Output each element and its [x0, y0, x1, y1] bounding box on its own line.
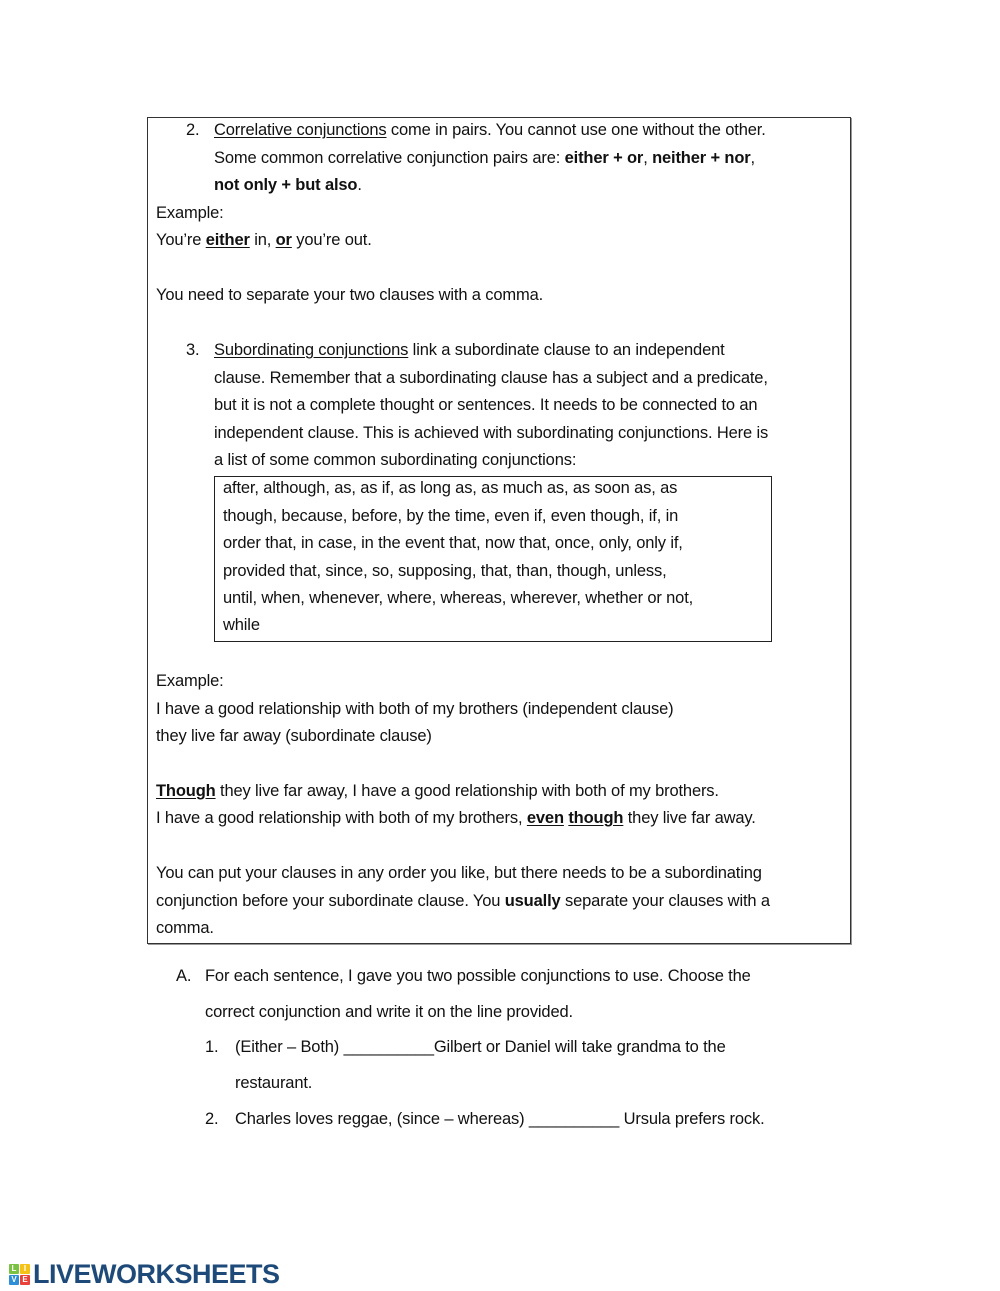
exercise-item-1-cont: restaurant.	[235, 1074, 313, 1092]
section3-line3: but it is not a complete thought or sentences. It needs to be connected to an	[214, 396, 758, 414]
liveworksheets-logo[interactable]	[9, 1261, 280, 1287]
exercise-item-1: (Either – Both) __________Gilbert or Daniel will take grandma to the	[235, 1038, 726, 1056]
section3-line1: Subordinating conjunctions link a subordinate clause to an independent	[214, 341, 725, 359]
section3-example-label: Example:	[156, 672, 224, 690]
section3-combo2: I have a good relationship with both of my brothers, even though they live far away.	[156, 809, 756, 827]
section2-example-label: Example:	[156, 204, 224, 222]
section3-number: 3.	[186, 341, 200, 359]
exercise-item-1-number: 1.	[205, 1038, 219, 1056]
conjunction-list-line: order that, in case, in the event that, now that, once, only, only if,	[223, 534, 683, 552]
section3-note-line2: conjunction before your subordinate clause. You usually separate your clauses with a	[156, 892, 770, 910]
conjunction-list-line: provided that, since, so, supposing, that, than, though, unless,	[223, 562, 667, 580]
conjunction-list-line: while	[223, 616, 260, 634]
exercise-instruction-line2: correct conjunction and write it on the line provided.	[205, 1003, 573, 1021]
section2-line3: not only + but also.	[214, 176, 362, 194]
section3-line4: independent clause. This is achieved with subordinating conjunctions. Here is	[214, 424, 769, 442]
section3-line2: clause. Remember that a subordinating clause has a subject and a predicate,	[214, 369, 768, 387]
subordinating-term: Subordinating conjunctions	[214, 341, 409, 359]
conjunction-list-line: though, because, before, by the time, even if, even though, if, in	[223, 507, 679, 525]
conjunction-list-box	[214, 476, 772, 642]
section3-combo1: Though they live far away, I have a good relationship with both of my brothers.	[156, 782, 719, 800]
conjunction-list-line: after, although, as, as if, as long as, as much as, as soon as, as	[223, 479, 678, 497]
logo-text: LIVEWORKSHEETS	[33, 1259, 280, 1289]
section2-note: You need to separate your two clauses with a comma.	[156, 286, 544, 304]
answer-blank-2[interactable]: __________	[528, 1110, 620, 1128]
section3-note-line1: You can put your clauses in any order you like, but there needs to be a subordinating	[156, 864, 762, 882]
conjunction-list-line: until, when, whenever, where, whereas, wherever, whether or not,	[223, 589, 694, 607]
logo-icon: L I V E	[9, 1264, 30, 1285]
exercise-letter: A.	[176, 967, 192, 985]
section3-example-line1: I have a good relationship with both of my brothers (independent clause)	[156, 700, 674, 718]
exercise-instruction-line1: For each sentence, I gave you two possible conjunctions to use. Choose the	[205, 967, 751, 985]
section2-line2: Some common correlative conjunction pairs are: either + or, neither + nor,	[214, 149, 755, 167]
section2-number: 2.	[186, 121, 200, 139]
section2-line1: Correlative conjunctions come in pairs. You cannot use one without the other.	[214, 121, 766, 139]
section3-line5: a list of some common subordinating conjunctions:	[214, 451, 577, 469]
correlative-term: Correlative conjunctions	[214, 121, 387, 139]
answer-blank-1[interactable]: __________	[343, 1038, 434, 1056]
exercise-item-2: Charles loves reggae, (since – whereas) __________ Ursula prefers rock.	[235, 1110, 765, 1128]
exercise-item-2-number: 2.	[205, 1110, 219, 1128]
section3-note-line3: comma.	[156, 919, 214, 937]
section2-example: You’re either in, or you’re out.	[156, 231, 372, 249]
section3-example-line2: they live far away (subordinate clause)	[156, 727, 432, 745]
